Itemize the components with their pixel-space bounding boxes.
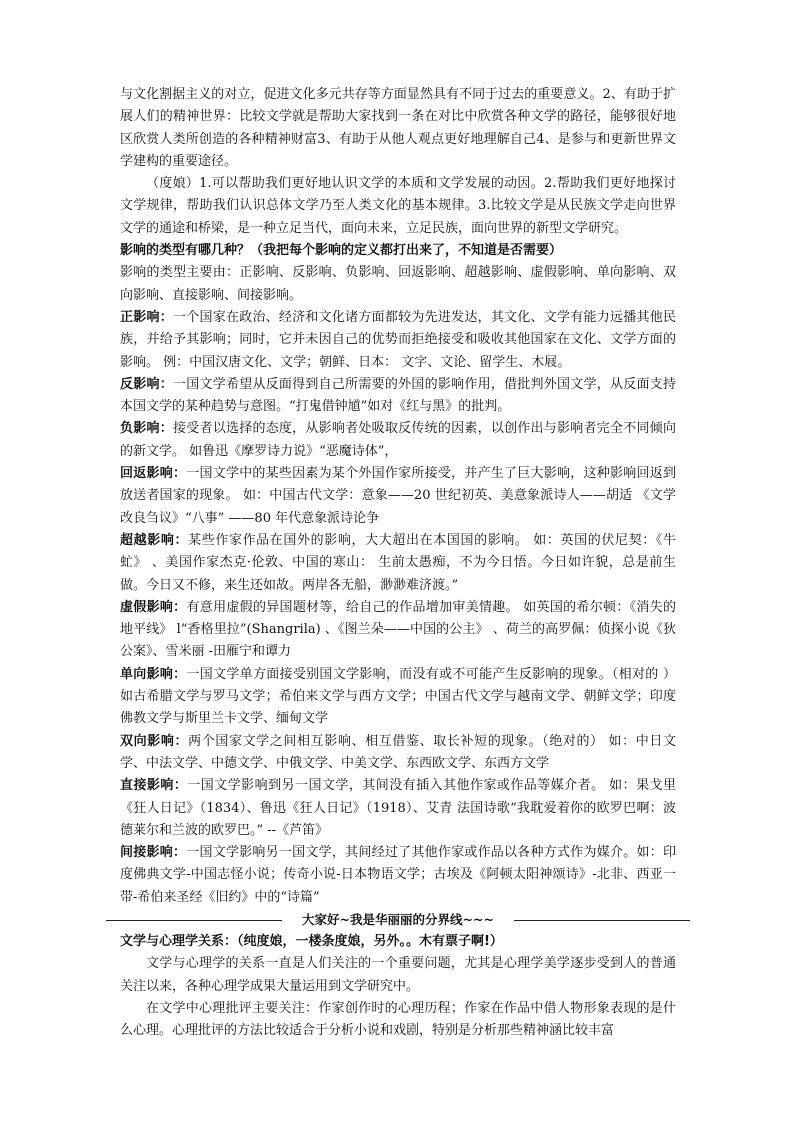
paragraph-psychological-criticism: 在文学中心理批评主要关注：作家创作时的心理历程；作家在作品中借人物形象表现的是什么心理。心理批评的方法比较适合于分析小说和戏剧，特别是分析那些精神涵比较丰富 xyxy=(120,1000,676,1039)
divider-line-right xyxy=(514,920,690,921)
term-label: 直接影响： xyxy=(120,778,188,794)
term-label: 正影响： xyxy=(120,309,173,325)
entry-two-way-influence xyxy=(120,731,676,776)
term-definition: 一个国家在政治、经济和文化诸方面都较为先进发达，其文化、文学有能力远播其他民族，并给予其影响；同时，它并未因自己的优势而拒绝接受和吸收其他国家在文化、文学方面的影响。 例：中国汉唐文化、文学；朝鲜、日本： 文字、文论、留学生、木屐。 xyxy=(120,309,676,370)
entry-one-way-influence xyxy=(120,664,676,731)
term-label: 双向影响： xyxy=(120,733,189,749)
term-definition: 一国文学中的某些因素为某个外国作家所接受，并产生了巨大影响，这种影响回返到放送者国家的现象。 如：中国古代文学：意象——20 世纪初英、美意象派诗人——胡适 《文学改良刍议》“八事” ——80 年代意象派诗论争 xyxy=(120,466,676,526)
entry-false-influence xyxy=(120,597,676,664)
section-divider xyxy=(120,909,676,931)
term-definition: 一国文学单方面接受别国文学影响，而没有或不可能产生反影响的现象。（相对的 ） 如古希腊文学与罗马文学；希伯来文学与西方文学；中国古代文学与越南文学、朝鲜文学；印度佛教文学与斯里兰卡文学、缅甸文学 xyxy=(120,666,676,727)
entry-indirect-influence xyxy=(120,842,676,909)
entry-return-influence xyxy=(120,463,676,530)
entry-reverse-influence xyxy=(120,374,676,419)
term-definition: 两个国家文学之间相互影响、相互借鉴、取长补短的现象。（绝对的） 如：中日文学、中法文学、中德文学、中俄文学、中美文学、东西欧文学、东西方文学 xyxy=(120,733,676,771)
paragraph-baidu-significance: （度娘）1.可以帮助我们更好地认识文学的本质和文学发展的动因。2.帮助我们更好地探讨文学规律，帮助我们认识总体文学乃至人类文化的基本规律。3.比较文学是从民族文学走向世界文学的通途和桥梁，是一种立足当代，面向未来，立足民族，面向世界的新型文学研究。 xyxy=(120,176,676,236)
entry-direct-influence xyxy=(120,775,676,842)
term-label: 单向影响： xyxy=(120,666,187,682)
term-definition: 一国文学希望从反面得到自己所需要的外国的影响作用，借批判外国文学，从反面支持本国文学的某种趋势与意图。“打鬼借钟馗”如对《红与黑》的批判。 xyxy=(120,376,676,415)
divider-text: 大家好~我是华丽丽的分界线~~~ xyxy=(302,911,494,927)
document-body xyxy=(120,84,676,1042)
term-definition: 接受者以选择的态度，从影响者处吸取反传统的因素，以创作出与影响者完全不同倾向的新文学。 如鲁迅《摩罗诗力说》“恶魔诗体”， xyxy=(120,421,676,459)
term-label: 回返影响： xyxy=(120,466,187,482)
term-label: 虚假影响： xyxy=(120,599,187,615)
entry-transcendent-influence xyxy=(120,530,676,597)
paragraph-psychology-intro: 文学与心理学的关系一直是人们关注的一个重要问题，尤其是心理学美学逐步受到人的普通关注以来，各种心理学成果大量运用到文学研究中。 xyxy=(120,956,676,994)
term-label: 超越影响： xyxy=(120,532,189,548)
term-definition: 一国文学影响到另一国文学，其间没有插入其他作家或作品等媒介者。 如：果戈里《狂人日记》（1834）、鲁迅《狂人日记》（1918）、艾青 法国诗歌“我耽爱着你的欧罗巴啊：波德莱尔和兰波的欧罗巴。” --《芦笛》 xyxy=(120,778,676,838)
term-definition: 某些作家作品在国外的影响，大大超出在本国国的影响。 如：英国的伏尼契：《牛虻》 、美国作家杰克·伦敦、中国的寒山： 生前太愚痴，不为今日悟。今日如许貌，总是前生做。今日又不修，来生还如故。两岸各无船，渺渺难济渡。” xyxy=(120,532,676,593)
term-label: 反影响： xyxy=(120,376,173,392)
heading-literature-psychology: 文学与心理学关系：（纯度娘，一楼条度娘，另外。。木有票子啊!） xyxy=(120,933,503,949)
entry-negative-influence xyxy=(120,418,676,463)
entry-positive-influence xyxy=(120,307,676,374)
term-definition: 有意用虚假的异国题材等，给自己的作品增加审美情趣。 如英国的希尔顿：《消失的地平线》 l“香格里拉”(Shangrila) 、《图兰朵——中国的公主》 、荷兰的高罗佩：侦探小说《狄公案》、雪米丽 -田雁宁和谭力 xyxy=(120,599,676,660)
term-label: 间接影响： xyxy=(120,845,187,861)
term-definition: 一国文学影响另一国文学，其间经过了其他作家或作品以各种方式作为媒介。如：印度佛典文学-中国志怪小说；传奇小说-日本物语文学；古埃及《阿顿太阳神颂诗》-北非、西亚一带-希伯来圣经《旧约》中的“诗篇” xyxy=(120,845,676,905)
term-label: 负影响： xyxy=(120,421,173,437)
heading-influence-types: 影响的类型有哪几种？（我把每个影响的定义都打出来了，不知道是否需要） xyxy=(120,243,563,259)
paragraph-significance: 与文化割据主义的对立，促进文化多元共存等方面显然具有不同于过去的重要意义。2、有助于扩展人们的精神世界：比较文学就是帮助大家找到一条在对比中欣赏各种文学的路径，能够很好地区欣赏人类所创造的各种精神财富3、有助于从他人观点更好地理解自己4、是参与和更新世界文学建构的重要途径。 xyxy=(120,87,676,169)
paragraph-types-intro: 影响的类型主要由：正影响、反影响、负影响、回返影响、超越影响、虚假影响、单向影响、双向影响、直接影响、间接影响。 xyxy=(120,265,676,303)
